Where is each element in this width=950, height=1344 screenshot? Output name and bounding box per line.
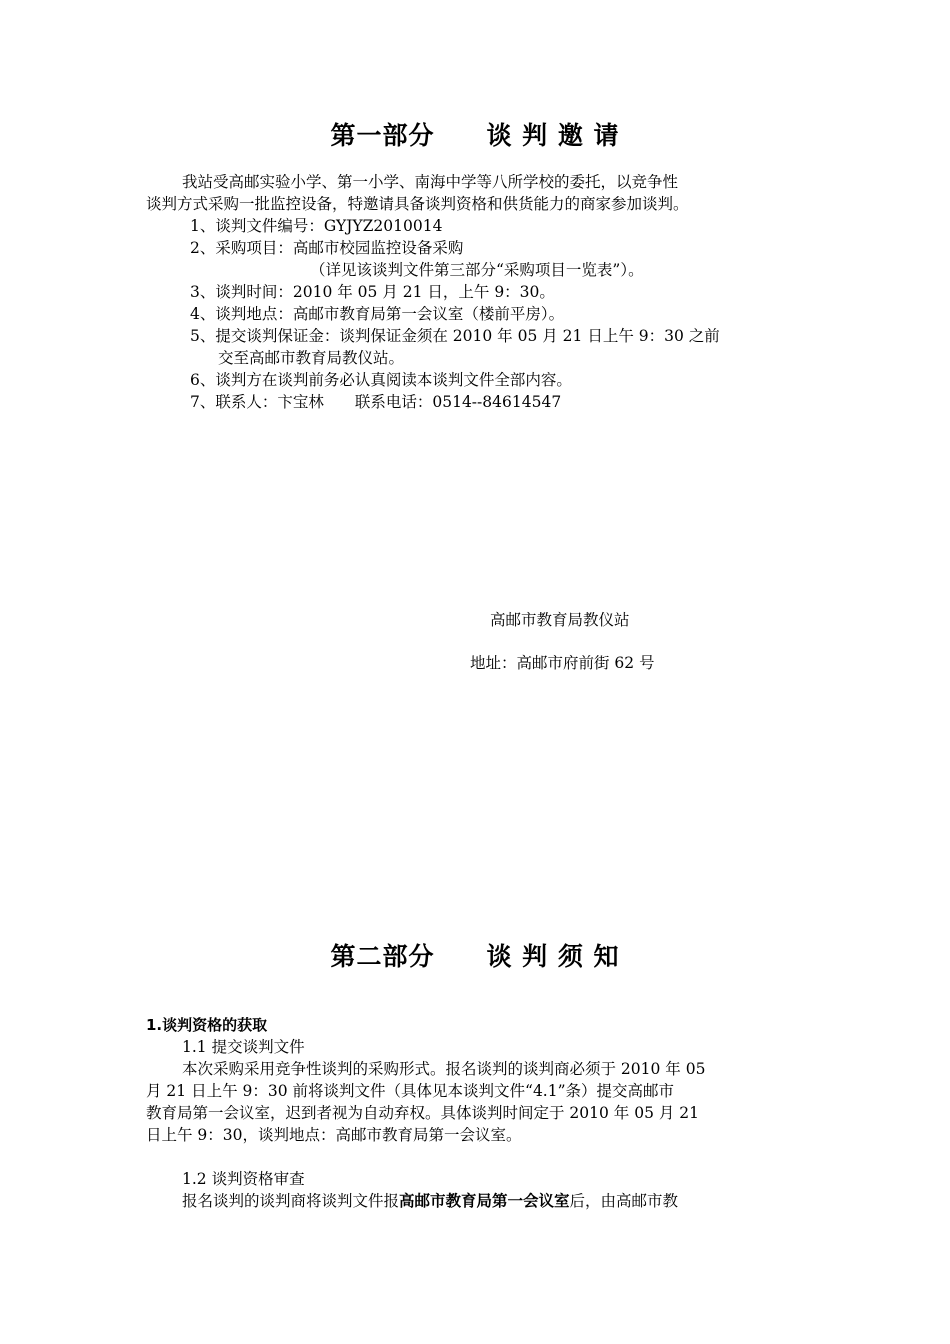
- sub-1-2-line-1: [182, 1190, 678, 1212]
- sub-1-2-title: 1.2 谈判资格审查: [182, 1170, 305, 1188]
- section-1-heading: 1.谈判资格的获取: [146, 1016, 268, 1034]
- item-4: 4、谈判地点：高邮市教育局第一会议室（楼前平房）。: [190, 305, 565, 323]
- sub-1-1-title: 1.1 提交谈判文件: [182, 1038, 305, 1056]
- item-6: 6、谈判方在谈判前务必认真阅读本谈判文件全部内容。: [190, 371, 572, 389]
- sub-1-2-text-post: 后，由高邮市教: [569, 1192, 679, 1210]
- sub-1-2-text-bold: 高邮市教育局第一会议室: [399, 1192, 570, 1210]
- sub-1-1-line-1: 本次采购采用竞争性谈判的采购形式。报名谈判的谈判商必须于 2010 年 05: [182, 1060, 706, 1078]
- item-5-cont: 交至高邮市教育局教仪站。: [218, 349, 405, 367]
- part2-title: 第二部分 谈 判 须 知: [330, 942, 620, 971]
- intro-line-2: 谈判方式采购一批监控设备，特邀请具备谈判资格和供货能力的商家参加谈判。: [146, 195, 689, 213]
- intro-line-1: 我站受高邮实验小学、第一小学、南海中学等八所学校的委托，以竞争性: [182, 173, 679, 191]
- signature-address: 地址：高邮市府前街 62 号: [470, 654, 655, 672]
- item-1: 1、谈判文件编号：GYJYZ2010014: [190, 217, 443, 235]
- sub-1-1-line-2: 月 21 日上午 9：30 前将谈判文件（具体见本谈判文件“4.1”条）提交高邮市: [146, 1082, 675, 1100]
- item-2: 2、采购项目：高邮市校园监控设备采购: [190, 239, 464, 257]
- sub-1-1-line-4: 日上午 9：30，谈判地点：高邮市教育局第一会议室。: [146, 1126, 522, 1144]
- sub-1-1-line-3: 教育局第一会议室，迟到者视为自动弃权。具体谈判时间定于 2010 年 05 月 21: [146, 1104, 700, 1122]
- sub-1-2-text-pre: 报名谈判的谈判商将谈判文件报: [182, 1192, 400, 1210]
- part1-title: 第一部分 谈 判 邀 请: [330, 121, 620, 150]
- item-5: 5、提交谈判保证金：谈判保证金须在 2010 年 05 月 21 日上午 9：30 之前: [190, 327, 720, 345]
- signature-org: 高邮市教育局教仪站: [490, 611, 630, 629]
- item-7: 7、联系人：卞宝林 联系电话：0514--84614547: [190, 393, 562, 411]
- item-2-note: （详见该谈判文件第三部分“采购项目一览表”）。: [310, 261, 644, 279]
- item-3: 3、谈判时间：2010 年 05 月 21 日，上午 9：30。: [190, 283, 555, 301]
